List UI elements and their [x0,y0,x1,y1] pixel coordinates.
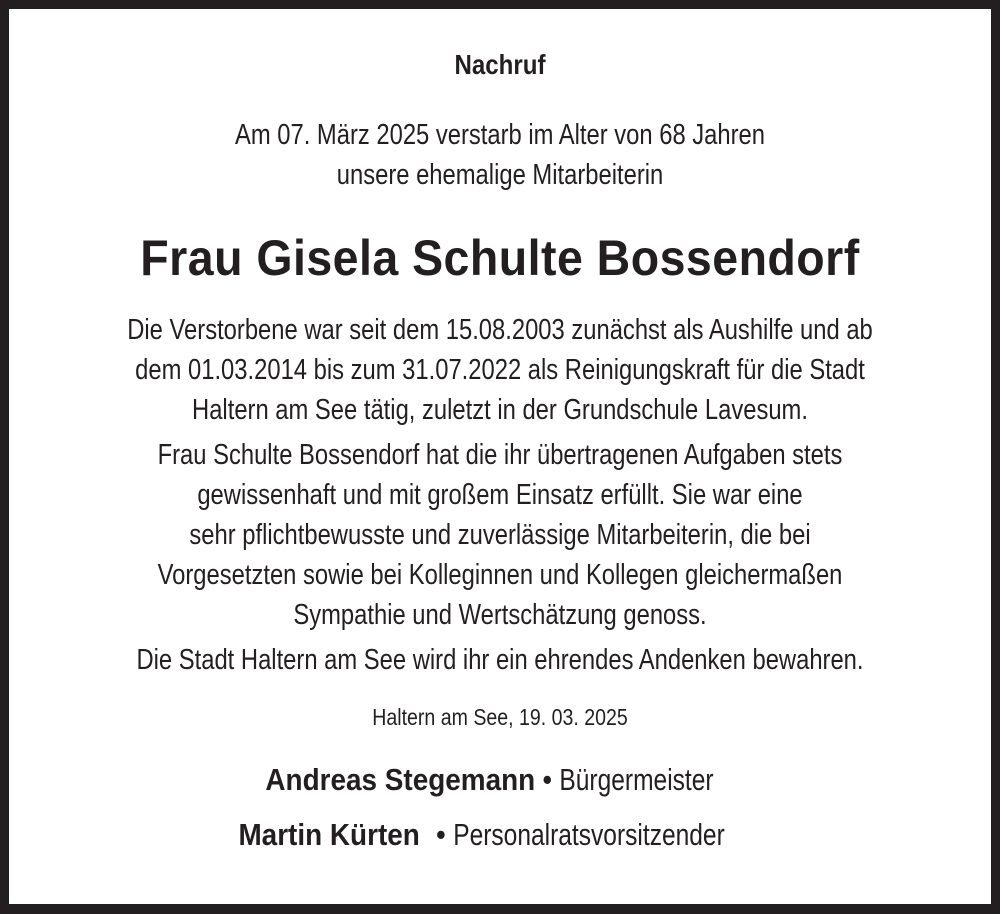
signatory [58,762,942,798]
bullet-separator: • [542,762,553,797]
paragraph-line: Sympathie und Wertschätzung genoss. [293,599,707,631]
signatory-name: Andreas Stegemann [265,762,536,797]
paragraph-line: gewissenhaft und mit großem Einsatz erfüllt. Sie war eine [197,479,803,511]
bullet-separator: • [435,817,446,852]
paragraph-line: Haltern am See tätig, zuletzt in der Grundschule Lavesum. [192,394,808,426]
signatory-role: Personalratsvorsitzender [452,817,725,852]
paragraph-line: Die Stadt Haltern am See wird ihr ein ehrendes Andenken bewahren. [136,644,864,676]
paragraph-line: Frau Schulte Bossendorf hat die ihr übertragenen Aufgaben stets [157,439,843,471]
paragraph-line: sehr pflichtbewusste und zuverlässige Mitarbeiterin, die bei [189,519,811,551]
paragraph-line: Die Verstorbene war seit dem 15.08.2003 zunächst als Aushilfe und ab [127,314,873,346]
deceased-name: Frau Gisela Schulte Bossendorf [140,230,860,286]
paragraph-line: dem 01.03.2014 bis zum 31.07.2022 als Reinigungskraft für die Stadt [135,354,865,386]
signatory [58,817,942,853]
place-date: Haltern am See, 19. 03. 2025 [372,704,628,730]
notice-heading: Nachruf [454,49,546,80]
intro-line: Am 07. März 2025 verstarb im Alter von 68 Jahren [234,119,766,151]
signatory-role: Bürgermeister [559,762,714,797]
obituary-notice [9,9,991,904]
paragraph-line: Vorgesetzten sowie bei Kolleginnen und Kollegen gleichermaßen [157,559,843,591]
intro-line: unsere ehemalige Mitarbeiterin [336,159,664,191]
signatory-name: Martin Kürten [238,817,420,852]
